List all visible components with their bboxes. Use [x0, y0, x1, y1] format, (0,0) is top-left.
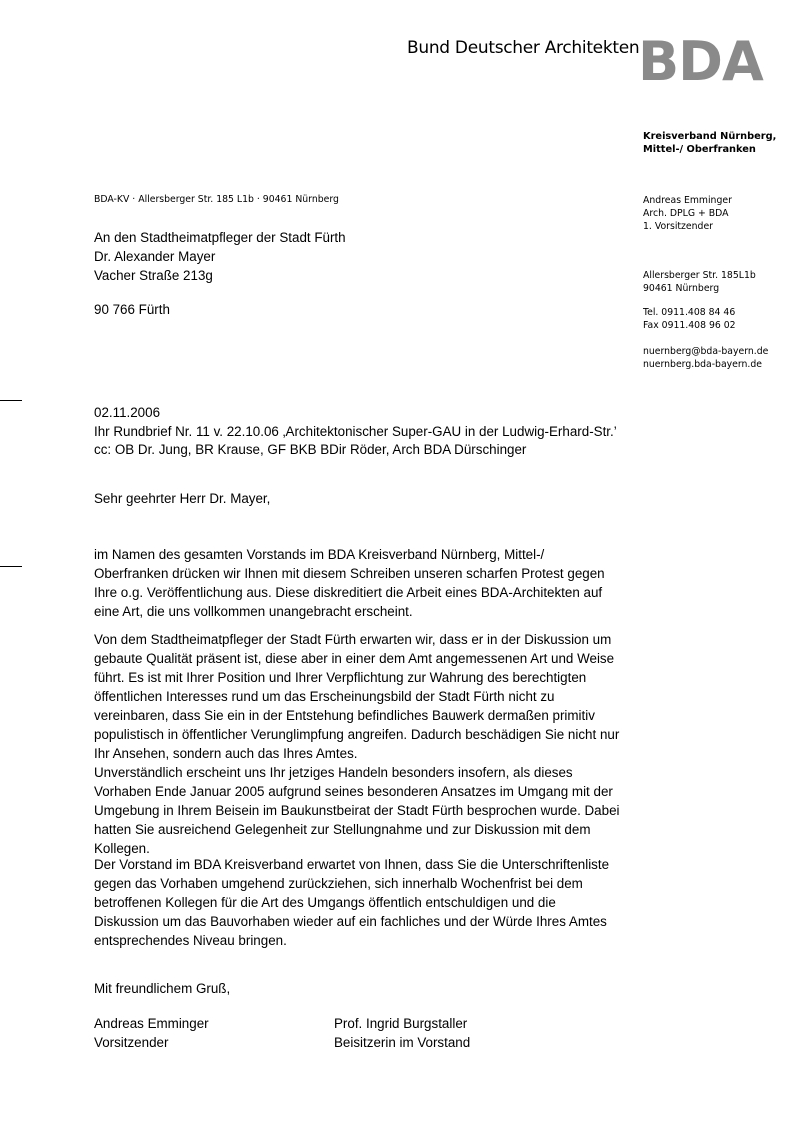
bda-logo: BDA	[638, 30, 763, 93]
text-line: betroffenen Kollegen für die Art des Umgangs öffentlich entschuldigen und die	[94, 895, 556, 910]
salutation: Sehr geehrter Herr Dr. Mayer,	[94, 491, 271, 506]
text-line: entsprechendes Niveau bringen.	[94, 933, 287, 948]
sidebar-street: Allersberger Str. 185L1b	[643, 270, 756, 281]
text-line: Ihre o.g. Veröffentlichung aus. Diese diskreditiert die Arbeit eines BDA-Architekten auf	[94, 585, 603, 600]
sidebar-person-title: Arch. DPLG + BDA	[643, 208, 729, 219]
text-line: im Namen des gesamten Vorstands im BDA Kreisverband Nürnberg, Mittel-/	[94, 547, 545, 562]
fold-mark-middle	[0, 566, 22, 567]
text-line: Ihr Ansehen, sondern auch das Ihres Amtes.	[94, 746, 358, 761]
signature-right-name: Prof. Ingrid Burgstaller	[334, 1016, 468, 1031]
recipient-line3: Vacher Straße 213g	[94, 268, 213, 283]
closing-greeting: Mit freundlichem Gruß,	[94, 981, 231, 996]
text-line: Umgebung in Ihrem Beisein im Baukunstbeirat der Stadt Fürth besprochen wurde. Dabei	[94, 803, 620, 818]
text-line: eine Art, die uns vollkommen unangebracht erscheint.	[94, 604, 413, 619]
text-line: vereinbaren, dass Sie ein in der Entstehung befindliches Bauwerk dermaßen primitiv	[94, 708, 595, 723]
fold-mark-top	[0, 400, 22, 401]
chapter-name-line2: Mittel-/ Oberfranken	[643, 144, 756, 155]
text-line: öffentlichen Interesses rund um das Erscheinungsbild der Stadt Fürth nicht zu	[94, 689, 555, 704]
paragraph-demand	[94, 855, 609, 950]
recipient-line2: Dr. Alexander Mayer	[94, 249, 216, 264]
sidebar-person-role: 1. Vorsitzender	[643, 221, 713, 232]
sidebar-person-name: Andreas Emminger	[643, 195, 732, 206]
sender-return-line: BDA-KV · Allersberger Str. 185 L1b · 90461 Nürnberg	[94, 194, 339, 205]
sidebar-tel: Tel. 0911.408 84 46	[643, 307, 736, 318]
text-line: gegen das Vorhaben umgehend zurückziehen, sich innerhalb Wochenfrist bei dem	[94, 876, 583, 891]
text-line: hatten Sie ausreichend Gelegenheit zur Stellungnahme und zur Diskussion mit dem	[94, 822, 591, 837]
signature-left-role: Vorsitzender	[94, 1035, 169, 1050]
text-line: populistisch in öffentlicher Verunglimpfung angreifen. Dadurch beschädigen Sie nicht nur	[94, 727, 620, 742]
sidebar-fax: Fax 0911.408 96 02	[643, 320, 736, 331]
signature-right-role: Beisitzerin im Vorstand	[334, 1035, 471, 1050]
chapter-name-line1: Kreisverband Nürnberg,	[643, 131, 777, 142]
text-line: Kollegen.	[94, 841, 150, 856]
recipient-line1: An den Stadtheimatpfleger der Stadt Fürth	[94, 230, 346, 245]
paragraph-protest	[94, 545, 605, 621]
text-line: gebaute Qualität präsent ist, diese aber in einer dem Amt angemessenen Art und Weise	[94, 651, 615, 666]
text-line: führt. Es ist mit Ihrer Position und Ihrer Verpflichtung zur Wahrung des berechtigten	[94, 670, 587, 685]
paragraph-expectation	[94, 630, 620, 858]
letter-date: 02.11.2006	[94, 405, 161, 420]
letter-cc: cc: OB Dr. Jung, BR Krause, GF BKB BDir Röder, Arch BDA Dürschinger	[94, 442, 527, 457]
letter-subject: Ihr Rundbrief Nr. 11 v. 22.10.06 ‚Architektonischer Super-GAU in der Ludwig-Erhard-Str.’	[94, 424, 617, 439]
text-line: Vorhaben Ende Januar 2005 aufgrund seines besonderen Ansatzes im Umgang mit der	[94, 784, 613, 799]
text-line: Der Vorstand im BDA Kreisverband erwartet von Ihnen, dass Sie die Unterschriftenliste	[94, 857, 610, 872]
text-line: Unverständlich erscheint uns Ihr jetziges Handeln besonders insofern, als dieses	[94, 765, 573, 780]
sidebar-city: 90461 Nürnberg	[643, 283, 720, 294]
organization-name: Bund Deutscher Architekten	[407, 38, 640, 58]
sidebar-email: nuernberg@bda-bayern.de	[643, 346, 769, 357]
text-line: Von dem Stadtheimatpfleger der Stadt Fürth erwarten wir, dass er in der Diskussion um	[94, 632, 612, 647]
recipient-city: 90 766 Fürth	[94, 302, 170, 317]
text-line: Oberfranken drücken wir Ihnen mit diesem Schreiben unseren scharfen Protest gegen	[94, 566, 605, 581]
signature-left-name: Andreas Emminger	[94, 1016, 209, 1031]
text-line: Diskussion um das Bauvorhaben wieder auf ein fachliches und der Würde Ihres Amtes	[94, 914, 607, 929]
sidebar-web: nuernberg.bda-bayern.de	[643, 359, 762, 370]
